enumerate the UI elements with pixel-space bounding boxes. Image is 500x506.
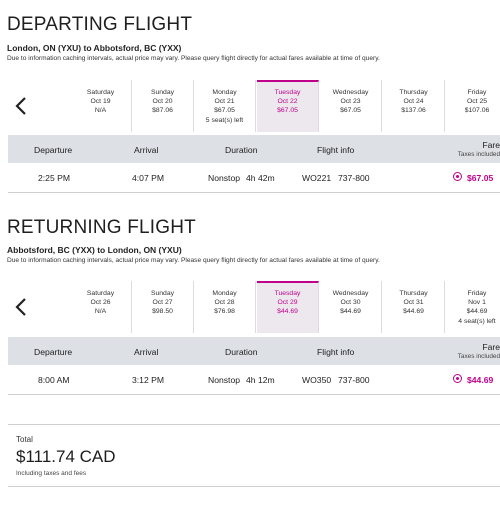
day-date: Oct 26 [90, 299, 111, 307]
chevron-left-icon[interactable] [12, 295, 32, 319]
arrival-time: 4:07 PM [132, 173, 165, 183]
day-name: Monday [212, 89, 237, 96]
header-flight-info: Flight info [317, 145, 355, 155]
duration: 4h 42m [246, 173, 275, 183]
day-price: $87.06 [152, 107, 173, 115]
total-label: Total [16, 435, 33, 444]
departure-time: 2:25 PM [38, 173, 71, 183]
day-price: N/A [94, 107, 107, 115]
day-price: $98.50 [152, 308, 173, 316]
day-date: Oct 20 [152, 98, 173, 106]
day-price: $137.06 [401, 107, 426, 115]
radio-selected-icon[interactable] [453, 172, 462, 181]
header-arrival: Arrival [134, 347, 159, 357]
day-name: Tuesday [274, 290, 301, 297]
stops: Nonstop [208, 375, 241, 385]
date-cell[interactable] [383, 281, 445, 333]
day-price: $67.05 [340, 107, 361, 115]
stops: Nonstop [208, 173, 241, 183]
total-divider-top [8, 424, 500, 425]
date-cell[interactable] [446, 80, 500, 132]
flight-number: WO221 [302, 173, 332, 183]
day-name: Thursday [399, 89, 428, 96]
fare-label: Fare [482, 140, 500, 150]
day-price: $67.05 [277, 107, 298, 115]
departing-flight-row[interactable] [8, 164, 500, 193]
returning-date-selector [0, 281, 500, 333]
date-cell[interactable] [194, 281, 256, 333]
day-date: Nov 1 [468, 299, 486, 307]
date-cell-selected[interactable] [257, 80, 319, 132]
departing-title: DEPARTING FLIGHT [7, 14, 193, 35]
date-cell[interactable] [70, 281, 132, 333]
departing-disclaimer: Due to information caching intervals, actual price may vary. Please query flight directly for actual fares available at time of query. [7, 55, 380, 62]
day-name: Wednesday [332, 89, 369, 96]
aircraft: 737-800 [338, 375, 370, 385]
departure-time: 8:00 AM [38, 375, 70, 385]
date-cell[interactable] [194, 80, 256, 132]
header-arrival: Arrival [134, 145, 159, 155]
chevron-left-icon[interactable] [12, 94, 32, 118]
total-divider-bottom [8, 486, 500, 487]
total-amount: $111.74 CAD [16, 447, 116, 466]
day-date: Oct 21 [214, 98, 235, 106]
day-date: Oct 28 [214, 299, 235, 307]
seats-left: 5 seat(s) left [205, 116, 244, 124]
day-date: Oct 24 [403, 98, 424, 106]
departing-date-selector [0, 80, 500, 132]
date-cell[interactable] [446, 281, 500, 333]
header-duration: Duration [225, 145, 258, 155]
departing-table-header [8, 135, 500, 163]
seats-left: 4 seat(s) left [458, 317, 496, 325]
returning-table-header [8, 337, 500, 365]
day-date: Oct 25 [466, 98, 488, 106]
day-date: Oct 31 [403, 299, 424, 307]
fare-taxes-note: Taxes included [457, 151, 500, 158]
day-price: N/A [94, 308, 107, 316]
day-name: Friday [467, 89, 487, 96]
total-note: Including taxes and fees [16, 470, 87, 477]
day-date: Oct 23 [340, 98, 361, 106]
date-cell[interactable] [132, 281, 194, 333]
day-date: Oct 29 [277, 299, 298, 307]
header-fare [458, 342, 500, 360]
radio-selected-icon[interactable] [453, 374, 462, 383]
header-departure: Departure [34, 145, 73, 155]
day-name: Thursday [399, 290, 428, 297]
arrival-time: 3:12 PM [132, 375, 165, 385]
date-cell[interactable] [320, 80, 382, 132]
day-name: Sunday [150, 89, 175, 96]
fare-label: Fare [482, 342, 500, 352]
aircraft: 737-800 [338, 173, 370, 183]
day-name: Wednesday [332, 290, 369, 297]
header-duration: Duration [225, 347, 258, 357]
day-price: $107.06 [464, 107, 490, 115]
returning-title: RETURNING FLIGHT [7, 217, 196, 238]
fare-price: $44.69 [467, 375, 494, 385]
day-name: Sunday [150, 290, 175, 297]
day-date: Oct 30 [340, 299, 361, 307]
returning-disclaimer: Due to information caching intervals, actual price may vary. Please query flight directly for actual fares available at time of query. [7, 257, 380, 264]
header-departure: Departure [34, 347, 73, 357]
header-flight-info: Flight info [317, 347, 355, 357]
departing-route: London, ON (YXU) to Abbotsford, BC (YXX) [7, 43, 182, 53]
day-date: Oct 22 [277, 98, 298, 106]
day-date: Oct 19 [90, 98, 111, 106]
header-fare [458, 140, 500, 158]
day-price: $67.05 [214, 107, 235, 115]
day-name: Saturday [86, 89, 115, 96]
fare-taxes-note: Taxes included [457, 353, 500, 360]
date-cell[interactable] [70, 80, 132, 132]
day-date: Oct 27 [152, 299, 173, 307]
returning-route: Abbotsford, BC (YXX) to London, ON (YXU) [7, 245, 182, 255]
day-price: $44.69 [403, 308, 424, 316]
day-price: $44.69 [340, 308, 361, 316]
fare-price: $67.05 [467, 173, 494, 183]
day-name: Monday [212, 290, 237, 297]
flight-number: WO350 [302, 375, 332, 385]
date-cell[interactable] [383, 80, 445, 132]
day-name: Friday [467, 290, 487, 297]
day-name: Saturday [86, 290, 115, 297]
day-price: $44.69 [466, 308, 488, 316]
returning-flight-row[interactable] [8, 366, 500, 395]
date-cell[interactable] [320, 281, 382, 333]
day-price: $44.69 [277, 308, 298, 316]
date-cell[interactable] [132, 80, 194, 132]
duration: 4h 12m [246, 375, 275, 385]
day-name: Tuesday [274, 89, 301, 96]
day-price: $76.98 [214, 308, 235, 316]
date-cell-selected[interactable] [257, 281, 319, 333]
